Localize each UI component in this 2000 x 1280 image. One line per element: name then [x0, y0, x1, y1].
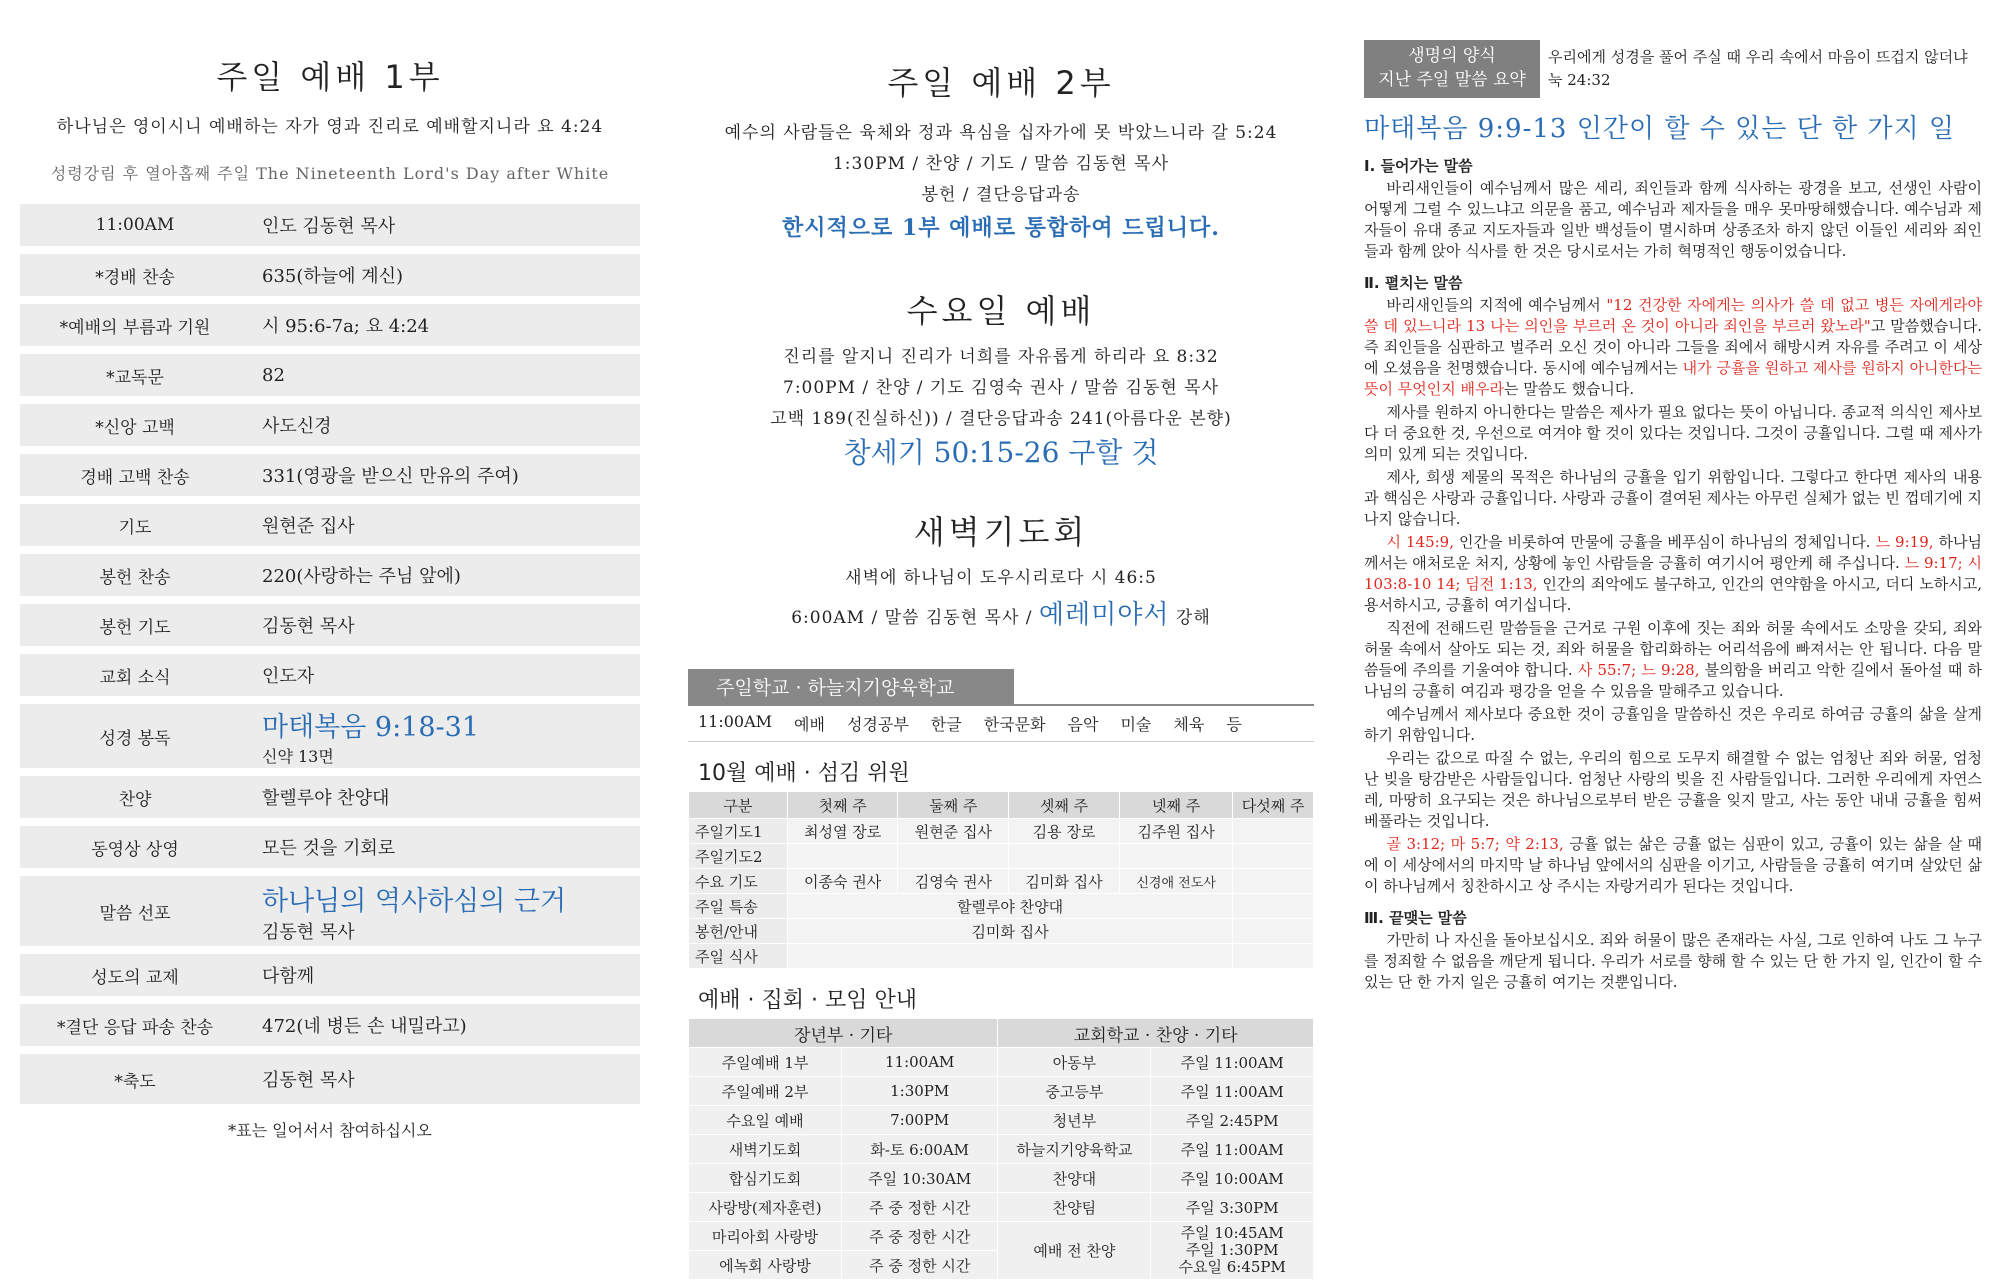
- order-value: [250, 876, 640, 946]
- summary-section2-title: Ⅱ. 펼치는 말씀: [1364, 274, 1463, 292]
- duty-table: [688, 791, 1314, 969]
- order-value-text: 김동현 목사: [262, 1070, 355, 1091]
- meetings-table: [688, 1018, 1314, 1280]
- order-label: *결단 응답 파송 찬송: [20, 1004, 250, 1046]
- duty-header: 둘째 주: [898, 792, 1009, 819]
- meeting-time: 주일 3:30PM: [1151, 1193, 1314, 1222]
- order-label: 성경 봉독: [20, 704, 250, 768]
- order-value: [250, 704, 640, 768]
- duty-row: [689, 819, 1314, 844]
- summary-head-verse: 우리에게 성경을 풀어 주실 때 우리 속에서 마음이 뜨겁지 않더냐 눅 24:32: [1548, 48, 1968, 89]
- duty-cell: [1233, 944, 1314, 969]
- service1-title: 주일 예배 1부: [216, 58, 444, 96]
- order-row: [20, 454, 640, 496]
- duty-label: 주일 식사: [689, 944, 788, 969]
- dawn-verse: 새벽에 하나님이 도우시리로다 시 46:5: [845, 568, 1157, 588]
- order-value-text: 220(사랑하는 주님 앞에): [262, 566, 461, 587]
- order-label: 교회 소식: [20, 654, 250, 696]
- meeting-time: 주일 11:00AM: [1151, 1077, 1314, 1106]
- meeting-time: 주일 10:00AM: [1151, 1164, 1314, 1193]
- order-value: [250, 604, 640, 646]
- duty-header: 다섯째 주: [1233, 792, 1314, 819]
- school-item: 음악: [1067, 715, 1099, 734]
- text: 고 말씀했습니다. 즉 죄인들을 심판하고 벌주러 오신 것이 아니라 그들을 죄에서 해방시켜 자유를 주려고 이 세상에 오셨음을 천명했습니다. 동시에 예수님께서는: [1364, 317, 1982, 377]
- service2-line2: 봉헌 / 결단응답과송: [921, 185, 1081, 205]
- duty-cell: [1119, 844, 1232, 869]
- order-value: [250, 454, 640, 496]
- order-label: 봉헌 기도: [20, 604, 250, 646]
- text: 인간을 비롯하여 만물에 긍휼을 베푸심이 하나님의 정체입니다.: [1459, 533, 1871, 551]
- reading-reference: 마태복음 9:18-31: [262, 712, 480, 743]
- meeting-name: 합심기도회: [689, 1164, 842, 1193]
- dawn-line-prefix: 6:00AM / 말씀 김동현 목사 /: [791, 608, 1033, 628]
- order-row: [20, 604, 640, 646]
- order-label: 성도의 교제: [20, 954, 250, 996]
- pre-worship-time: 주일 10:45AM: [1180, 1224, 1284, 1242]
- meeting-row: [689, 1193, 1314, 1222]
- duty-cell: [1233, 869, 1314, 894]
- meetings-left-header: 장년부 · 기타: [689, 1019, 998, 1048]
- order-value-text: 82: [262, 364, 285, 386]
- order-value: [250, 354, 640, 396]
- duty-cell: [898, 844, 1009, 869]
- summary-paragraph: [1364, 295, 1982, 400]
- school-item: 등: [1226, 715, 1242, 734]
- wednesday-title: 수요일 예배: [906, 292, 1096, 330]
- reading-page: 신약 13면: [262, 747, 334, 766]
- red-ref: 사 55:7; 느 9:28,: [1577, 661, 1700, 679]
- red-ref: 느 9:17; 시 103:8-10 14; 딤전 1:13,: [1364, 554, 1982, 593]
- summary-paragraph: [1364, 532, 1982, 616]
- duty-label: 주일 특송: [689, 894, 788, 919]
- service2-section: [688, 58, 1314, 242]
- duty-header: 넷째 주: [1119, 792, 1232, 819]
- duty-cell: 최성열 장로: [787, 819, 898, 844]
- duty-cell: 김주원 집사: [1119, 819, 1232, 844]
- meeting-time: 화-토 6:00AM: [842, 1135, 998, 1164]
- duty-cell: 김영숙 권사: [898, 869, 1009, 894]
- pre-worship-time: 주일 1:30PM: [1185, 1241, 1279, 1259]
- summary-paragraph: 예수님께서 제사보다 중요한 것이 긍휼임을 말씀하신 것은 우리로 하여금 긍휼의 삶을 살게 하기 위함입니다.: [1364, 705, 1982, 744]
- order-value-text: 인도자: [262, 666, 315, 687]
- order-value-text: 472(네 병든 손 내밀라고): [262, 1016, 467, 1037]
- meeting-row: [689, 1077, 1314, 1106]
- dawn-title: 새벽기도회: [913, 513, 1089, 551]
- summary-badge: [1364, 40, 1540, 98]
- order-value-text: 원현준 집사: [262, 516, 355, 537]
- order-row: [20, 876, 640, 946]
- order-value: [250, 776, 640, 818]
- order-row: [20, 826, 640, 868]
- order-row: [20, 1004, 640, 1046]
- order-value-text: 331(영광을 받으신 만유의 주여): [262, 466, 519, 487]
- text: 는 말씀도 했습니다.: [1503, 380, 1635, 398]
- meeting-name: 찬양대: [998, 1164, 1151, 1193]
- service2-notice: 한시적으로 1부 예배로 통합하여 드립니다.: [782, 215, 1220, 241]
- wednesday-section: [688, 286, 1314, 471]
- meeting-row: [689, 1222, 1314, 1251]
- meeting-name: 찬양팀: [998, 1193, 1151, 1222]
- dawn-section: [688, 507, 1314, 631]
- school-item: 성경공부: [846, 715, 909, 734]
- order-value-text: 시 95:6-7a; 요 4:24: [262, 316, 430, 337]
- service2-title: 주일 예배 2부: [887, 64, 1115, 102]
- order-row: [20, 254, 640, 296]
- text: 바리새인들의 지적에 예수님께서: [1386, 296, 1601, 314]
- order-value: [250, 654, 640, 696]
- order-label: 봉헌 찬송: [20, 554, 250, 596]
- meeting-name: 주일예배 2부: [689, 1077, 842, 1106]
- meeting-time: 주일 10:30AM: [842, 1164, 998, 1193]
- order-value-text: 인도 김동현 목사: [262, 216, 396, 237]
- dawn-highlight: 예레미야서: [1038, 600, 1170, 630]
- school-header: 주일학교 · 하늘지기양육학교: [688, 669, 1014, 704]
- meeting-time: 주 중 정한 시간: [842, 1193, 998, 1222]
- service1-verse: 하나님은 영이시니 예배하는 자가 영과 진리로 예배할지니라 요 4:24: [56, 117, 604, 137]
- duty-row: [689, 844, 1314, 869]
- service1-subtitle: 성령강림 후 열아홉째 주일 The Nineteenth Lord's Day after White: [50, 164, 610, 183]
- summary-paragraph: 바리새인들이 예수님께서 많은 세리, 죄인들과 함께 식사하는 광경을 보고, 선생인 사람이 어떻게 그럴 수 있느냐고 의문을 품고, 예수님과 제자들을 매우 못마땅해했습니다. 예수님과 제자들이 유대 종교 지도자들과 일반 백성들이 멸시하며 상종조차 하지 않던 이들인 세리와 죄인들과 함께 앉아 식사를 한 것은 당시로서는 가히 혁명적인 행동이었습니다.: [1364, 179, 1982, 260]
- order-row: [20, 204, 640, 246]
- worship-order-column: [20, 0, 640, 1141]
- order-row: [20, 654, 640, 696]
- summary-paragraph: [1364, 618, 1982, 702]
- duty-row: [689, 919, 1314, 944]
- meeting-row: [689, 1135, 1314, 1164]
- order-label: 경배 고백 찬송: [20, 454, 250, 496]
- meeting-name: 아동부: [998, 1048, 1151, 1077]
- school-section: [688, 669, 1314, 742]
- order-row: [20, 776, 640, 818]
- summary-paragraph: 제사, 희생 제물의 목적은 하나님의 긍휼을 입기 위함입니다. 그렇다고 한다면 제사의 내용과 핵심은 사랑과 긍휼입니다. 사랑과 긍휼이 결여된 제사는 아무런 실체가 없는 빈 껍데기에 지나지 않습니다.: [1364, 468, 1982, 528]
- order-value: [250, 1004, 640, 1046]
- wednesday-line1: 7:00PM / 찬양 / 기도 김영숙 권사 / 말씀 김동현 목사: [783, 378, 1219, 398]
- summary-section1-title: Ⅰ. 들어가는 말씀: [1364, 157, 1473, 175]
- duty-cell: 원현준 집사: [898, 819, 1009, 844]
- school-item: 예배: [794, 715, 825, 734]
- dawn-line-suffix: 강해: [1175, 608, 1211, 628]
- meeting-name: 새벽기도회: [689, 1135, 842, 1164]
- order-label: 11:00AM: [20, 204, 250, 246]
- school-items: [688, 706, 1314, 742]
- duty-header: 셋째 주: [1009, 792, 1120, 819]
- order-label: *교독문: [20, 354, 250, 396]
- meeting-name: 사랑방(제자훈련): [689, 1193, 842, 1222]
- meeting-name: 주일예배 1부: [689, 1048, 842, 1077]
- sermon-preacher: 김동현 목사: [262, 921, 355, 943]
- order-row: [20, 404, 640, 446]
- meeting-name: 하늘지기양육학교: [998, 1135, 1151, 1164]
- duty-merged-cell: [787, 944, 1233, 969]
- worship-order-table: [20, 196, 640, 1112]
- meetings-right-header: 교회학교 · 찬양 · 기타: [998, 1019, 1314, 1048]
- meeting-time: 주일 2:45PM: [1151, 1106, 1314, 1135]
- meeting-name: 수요일 예배: [689, 1106, 842, 1135]
- order-row: [20, 304, 640, 346]
- order-label: *경배 찬송: [20, 254, 250, 296]
- order-label: *축도: [20, 1054, 250, 1104]
- badge-line2: 지난 주일 말씀 요약: [1378, 70, 1526, 90]
- services-column: [688, 0, 1314, 1280]
- meetings-title: 예배 · 집회 · 모임 안내: [698, 988, 917, 1013]
- text: 불의함을 버리고 악한 길에서 돌아설 때 하나님의 긍휼히 여김과 평강을 얻을 수 있음을 말해주고 있습니다.: [1364, 661, 1982, 700]
- order-row: [20, 504, 640, 546]
- school-item: 한국문화: [983, 715, 1046, 734]
- order-label: *예배의 부름과 기원: [20, 304, 250, 346]
- order-value: [250, 204, 640, 246]
- school-item: 체육: [1173, 715, 1205, 734]
- order-value: [250, 1054, 640, 1104]
- standing-footnote: *표는 일어서서 참여하십시오: [228, 1121, 432, 1140]
- order-value-text: 김동현 목사: [262, 616, 355, 637]
- order-value-text: 사도신경: [262, 416, 332, 437]
- duty-cell: 김미화 집사: [1009, 869, 1120, 894]
- meeting-name: 중고등부: [998, 1077, 1151, 1106]
- order-value: [250, 404, 640, 446]
- red-quote: 내가 긍휼을 원하고 제사를 원하지 아니한다는 뜻이 무엇인지 배우라: [1364, 359, 1982, 398]
- meeting-row: [689, 1106, 1314, 1135]
- meeting-time: 주일 11:00AM: [1151, 1135, 1314, 1164]
- duty-cell: 김용 장로: [1009, 819, 1120, 844]
- pre-worship-name: 예배 전 찬양: [998, 1222, 1151, 1280]
- text: 인간의 죄악에도 불구하고, 인간의 연약함을 아시고, 더디 노하시고, 용서하시고, 긍휼히 여기십니다.: [1364, 575, 1982, 614]
- dawn-line: [688, 594, 1314, 631]
- order-value: [250, 826, 640, 868]
- red-ref: 느 9:19,: [1875, 533, 1934, 551]
- duty-header: 구분: [689, 792, 788, 819]
- duty-cell: [1009, 844, 1120, 869]
- wednesday-line2: 고백 189(진실하신)) / 결단응답과송 241(아름다운 본향): [770, 409, 1232, 429]
- wednesday-highlight: 창세기 50:15-26 구할 것: [843, 436, 1159, 469]
- order-value-text: 모든 것을 기회로: [262, 838, 396, 859]
- school-item: 한글: [930, 715, 962, 734]
- order-label: 동영상 상영: [20, 826, 250, 868]
- order-label: 기도: [20, 504, 250, 546]
- order-row: [20, 354, 640, 396]
- summary-paragraph: 제사를 원하지 아니한다는 말씀은 제사가 필요 없다는 뜻이 아닙니다. 종교적 의식인 제사보다 더 중요한 것, 우선으로 여겨야 할 것이 있다는 것입니다. 그것이 긍휼입니다. 그럴 때 제사가 의미 있게 되는 것입니다.: [1364, 403, 1982, 463]
- duty-row: [689, 894, 1314, 919]
- duty-cell: [1233, 919, 1314, 944]
- wednesday-verse: 진리를 알지니 진리가 너희를 자유롭게 하리라 요 8:32: [783, 347, 1219, 367]
- order-value: [250, 304, 640, 346]
- summary-section3-title: Ⅲ. 끝맺는 말씀: [1364, 909, 1467, 927]
- duty-label: 수요 기도: [689, 869, 788, 894]
- duty-label: 주일기도2: [689, 844, 788, 869]
- badge-line1: 생명의 양식: [1408, 46, 1496, 66]
- meeting-row: [689, 1164, 1314, 1193]
- meeting-name: 에녹회 사랑방: [689, 1251, 842, 1280]
- duty-cell: 신경애 전도사: [1119, 869, 1232, 894]
- order-label: 말씀 선포: [20, 876, 250, 946]
- duty-cell: [787, 844, 898, 869]
- duty-merged-cell: 김미화 집사: [787, 919, 1233, 944]
- duty-header: 첫째 주: [787, 792, 898, 819]
- duty-cell: 이종숙 권사: [787, 869, 898, 894]
- meeting-name: 청년부: [998, 1106, 1151, 1135]
- text: 하나님께서는 애처로운 처지, 상황에 놓인 사람들을 긍휼히 여기시어 평안케 해 주십니다.: [1364, 533, 1983, 572]
- order-value: [250, 254, 640, 296]
- school-item: 11:00AM: [698, 712, 773, 731]
- order-label: *신앙 고백: [20, 404, 250, 446]
- order-label: 찬양: [20, 776, 250, 818]
- order-row: [20, 554, 640, 596]
- meeting-row: [689, 1048, 1314, 1077]
- order-value: [250, 504, 640, 546]
- text: 직전에 전해드린 말씀들을 근거로 구원 이후에 짓는 죄와 허물 속에서도 소망을 갖되, 죄와 허물 속에서 살아도 되는 것, 죄와 허물을 합리화하는 어리석음에 빠져서는 안 됩니다. 다음 말씀들에 주의를 기울여야 합니다.: [1364, 619, 1982, 679]
- service2-line1: 1:30PM / 찬양 / 기도 / 말씀 김동현 목사: [832, 154, 1170, 174]
- meeting-time: 주 중 정한 시간: [842, 1251, 998, 1280]
- meeting-time: 주 중 정한 시간: [842, 1222, 998, 1251]
- order-value: [250, 554, 640, 596]
- meeting-name: 마리아회 사랑방: [689, 1222, 842, 1251]
- order-row: [20, 704, 640, 768]
- summary-paragraph: 우리는 값으로 따질 수 없는, 우리의 힘으로 도무지 해결할 수 없는 엄청난 죄와 허물, 엄청난 빚을 탕감받은 사람들입니다. 엄청난 사랑의 빚을 진 사람들입니다. 그러한 우리에게 자연스레, 마땅히 요구되는 것은 하나님으로부터 받은 긍휼을 잊지 말고, 사는 동안 내내 긍휼을 힘써 베풀라는 것입니다.: [1364, 749, 1982, 830]
- meeting-time: 주일 11:00AM: [1151, 1048, 1314, 1077]
- pre-worship-times: [1151, 1222, 1314, 1280]
- red-quote: "12 건강한 자에게는 의사가 쓸 데 없고 병든 자에게라야 쓸 데 있느니라 13 나는 의인을 부르러 온 것이 아니라 죄인을 부르러 왔노라": [1364, 296, 1982, 335]
- service2-verse: 예수의 사람들은 육체와 정과 욕심을 십자가에 못 박았느니라 갈 5:24: [724, 123, 1278, 143]
- sermon-title: 하나님의 역사하심의 근거: [262, 885, 567, 917]
- duty-label: 주일기도1: [689, 819, 788, 844]
- order-row: [20, 1054, 640, 1104]
- summary-title: 마태복음 9:9-13 인간이 할 수 있는 단 한 가지 일: [1364, 114, 1955, 144]
- school-item: 미술: [1120, 715, 1152, 734]
- duty-row: [689, 944, 1314, 969]
- summary-paragraph: [1364, 834, 1982, 897]
- duty-row: [689, 869, 1314, 894]
- meeting-time: 1:30PM: [842, 1077, 998, 1106]
- summary-paragraph: 가만히 나 자신을 돌아보십시오. 죄와 허물이 많은 존재라는 사실, 그로 인하여 나도 그 누구를 정죄할 수 없음을 깨닫게 됩니다. 우리가 서로를 향해 할 수 있는 단 한 가지 일, 인간이 할 수 있는 단 한 가지 일은 긍휼히 여기는 것뿐입니다.: [1364, 931, 1982, 991]
- order-value-text: 다함께: [262, 966, 315, 987]
- order-value-text: 할렐루야 찬양대: [262, 788, 390, 809]
- pre-worship-time: 수요일 6:45PM: [1178, 1258, 1286, 1276]
- sermon-summary-column: [1364, 40, 1982, 995]
- duty-cell: [1233, 819, 1314, 844]
- meeting-time: 11:00AM: [842, 1048, 998, 1077]
- duty-cell: [1233, 894, 1314, 919]
- meeting-time: 7:00PM: [842, 1106, 998, 1135]
- duty-title: 10월 예배 · 섬김 위원: [698, 761, 910, 786]
- order-value-text: 635(하늘에 계신): [262, 266, 404, 287]
- sermon-summary-header: [1364, 40, 1982, 98]
- duty-label: 봉헌/안내: [689, 919, 788, 944]
- red-ref: 골 3:12; 마 5:7; 약 2:13,: [1386, 835, 1564, 853]
- duty-merged-cell: 할렐루야 찬양대: [787, 894, 1233, 919]
- duty-cell: [1233, 844, 1314, 869]
- order-value: [250, 954, 640, 996]
- text: 긍휼 없는 삶은 긍휼 없는 심판이 있고, 긍휼이 있는 삶을 살 때에 이 세상에서의 마지막 날 하나님 앞에서의 심판을 이기고, 사람들을 긍휼히 여기며 살았던 삶이 하나님께서 칭찬하시고 상 주시는 자랑거리가 된다는 것입니다.: [1364, 835, 1982, 895]
- red-ref: 시 145:9,: [1386, 533, 1454, 551]
- order-row: [20, 954, 640, 996]
